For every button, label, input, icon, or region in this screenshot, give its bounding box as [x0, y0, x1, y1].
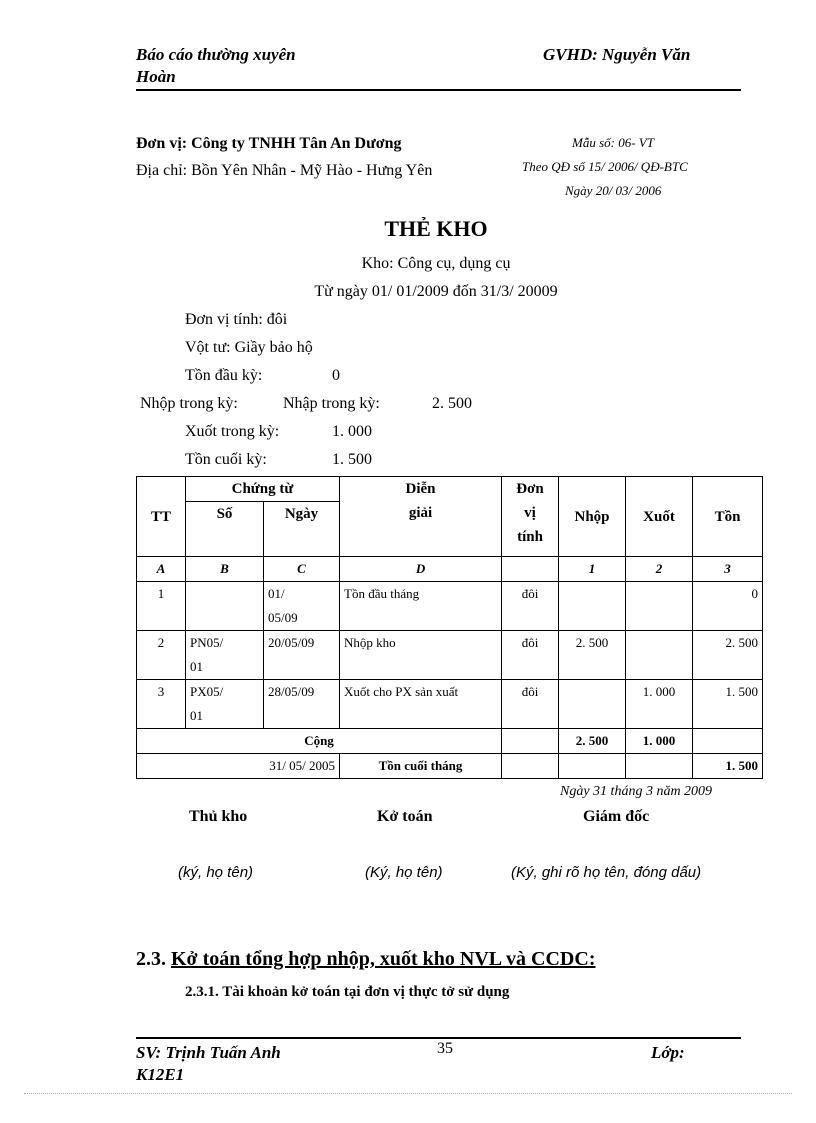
section-title: Kở toán tổng hợp nhộp, xuốt kho NVL và CCDC: [171, 948, 596, 970]
col-in: Nhộp [559, 477, 626, 557]
row-date [264, 582, 340, 631]
form-date: Ngày 20/ 03/ 2006 [565, 183, 662, 198]
row-date-line1: 20/05/09 [268, 635, 315, 650]
closing-stock: 1. 500 [693, 754, 763, 779]
org-address: Địa chỉ: Bồn Yên Nhân - Mỹ Hào - Hưng Yên [136, 162, 433, 179]
col-stock: Tồn [693, 477, 763, 557]
sign-accountant-note: (Ký, họ tên) [365, 864, 443, 881]
subtitle: Kho: Công cụ, dụng cụ [361, 255, 511, 272]
code-row [137, 557, 763, 582]
row-desc: Nhộp kho [340, 631, 502, 680]
col-date: Ngày [264, 502, 340, 557]
sign-director-note: (Ký, ghi rõ họ tên, đóng dấu) [511, 864, 702, 881]
footer-class: Lớp: [651, 1043, 685, 1062]
row-in: 2. 500 [559, 631, 626, 680]
row-tt: 1 [137, 582, 186, 631]
col-unit-line2: vị [524, 505, 536, 521]
sign-director: Giám đốc [583, 808, 650, 825]
code-cell: C [264, 557, 340, 582]
row-in [559, 680, 626, 729]
row-stock: 0 [693, 582, 763, 631]
row-date-line1: 28/05/09 [268, 684, 315, 699]
opening-value: 0 [332, 367, 340, 384]
code-cell: 1 [559, 557, 626, 582]
export-label: Xuốt trong kỳ: [185, 423, 280, 440]
sign-date: Ngày 31 tháng 3 năm 2009 [560, 784, 713, 799]
row-tt: 2 [137, 631, 186, 680]
table-row [137, 582, 763, 631]
row-number-line2: 01 [190, 659, 203, 674]
row-number [186, 631, 264, 680]
row-out [626, 582, 693, 631]
col-unit-line3: tính [517, 529, 543, 545]
col-unit-line1: Đơn [516, 481, 544, 497]
closing-out [626, 754, 693, 779]
section-heading [136, 948, 595, 971]
total-row [137, 729, 763, 754]
footer-student: SV: Trịnh Tuấn Anh [136, 1043, 281, 1062]
closing-unit [502, 754, 559, 779]
org-unit: Đơn vị: Công ty TNHH Tân An Dương [136, 135, 402, 152]
col-desc-line1: Diễn [405, 481, 436, 497]
subsection-heading: 2.3.1. Tài khoản kở toán tại đơn vị thực tở sử dụng [185, 984, 510, 1000]
import-value: 2. 500 [432, 395, 472, 412]
footer-student-class: K12E1 [136, 1065, 185, 1084]
header-left: Báo cáo thường xuyên [136, 45, 296, 64]
col-desc-line2: giải [408, 505, 433, 521]
row-date [264, 631, 340, 680]
col-voucher: Chứng từ [186, 477, 340, 502]
total-out: 1. 000 [626, 729, 693, 754]
row-date [264, 680, 340, 729]
unit-line: Đơn vị tính: đôi [185, 311, 288, 328]
closing-date: 31/ 05/ 2005 [137, 754, 340, 779]
row-stock: 1. 500 [693, 680, 763, 729]
code-cell: D [340, 557, 502, 582]
closing-label: Tồn cuối kỳ: [185, 451, 267, 468]
code-cell: B [186, 557, 264, 582]
row-unit: đôi [502, 582, 559, 631]
sign-keeper: Thủ kho [189, 808, 248, 825]
opening-label: Tồn đầu kỳ: [185, 367, 263, 384]
code-cell: A [137, 557, 186, 582]
row-in [559, 582, 626, 631]
closing-row [137, 754, 763, 779]
closing-in [559, 754, 626, 779]
row-out [626, 631, 693, 680]
row-tt: 3 [137, 680, 186, 729]
import-label: Nhập trong kỳ: [283, 395, 380, 412]
sign-keeper-note: (ký, họ tên) [178, 864, 254, 881]
code-cell: 3 [693, 557, 763, 582]
header-right: GVHD: Nguyễn Văn [543, 45, 691, 64]
col-unit [502, 477, 559, 557]
code-cell: 2 [626, 557, 693, 582]
row-number-line1: PX05/ [190, 684, 224, 699]
stock-card-table [136, 476, 763, 779]
sign-accountant: Kở toán [377, 808, 433, 825]
closing-desc: Tồn cuối tháng [340, 754, 502, 779]
col-number: Số [186, 502, 264, 557]
header-rule [136, 89, 741, 91]
table-header-row [137, 477, 763, 502]
col-out: Xuốt [626, 477, 693, 557]
code-cell [502, 557, 559, 582]
form-decision: Theo QĐ số 15/ 2006/ QĐ-BTC [522, 159, 688, 174]
closing-value: 1. 500 [332, 451, 372, 468]
item-line: Vột tư: Giầy bảo hộ [185, 339, 313, 356]
row-number [186, 582, 264, 631]
row-unit: đôi [502, 680, 559, 729]
col-tt: TT [137, 477, 186, 557]
form-code: Mẫu số: 06- VT [572, 135, 654, 150]
row-date-line1: 01/ [268, 586, 285, 601]
import-prefix: Nhộp trong kỳ: [140, 395, 238, 412]
page-number: 35 [437, 1040, 453, 1057]
page-bottom-divider [24, 1093, 792, 1094]
row-desc: Xuốt cho PX sản xuất [340, 680, 502, 729]
export-value: 1. 000 [332, 423, 372, 440]
row-stock: 2. 500 [693, 631, 763, 680]
footer-rule [136, 1037, 741, 1039]
total-label: Cộng [137, 729, 502, 754]
row-number-line2: 01 [190, 708, 203, 723]
section-number: 2.3. [136, 948, 166, 970]
row-unit: đôi [502, 631, 559, 680]
row-desc: Tồn đầu tháng [340, 582, 502, 631]
table-row [137, 680, 763, 729]
header-left-cont: Hoàn [136, 67, 176, 86]
row-date-line2: 05/09 [268, 610, 298, 625]
total-stock [693, 729, 763, 754]
page-title: THẺ KHO [384, 216, 488, 241]
row-number [186, 680, 264, 729]
row-out: 1. 000 [626, 680, 693, 729]
total-in: 2. 500 [559, 729, 626, 754]
col-desc [340, 477, 502, 557]
row-number-line1: PN05/ [190, 635, 224, 650]
period: Từ ngày 01/ 01/2009 đốn 31/3/ 20009 [314, 283, 558, 300]
total-unit [502, 729, 559, 754]
table-row [137, 631, 763, 680]
